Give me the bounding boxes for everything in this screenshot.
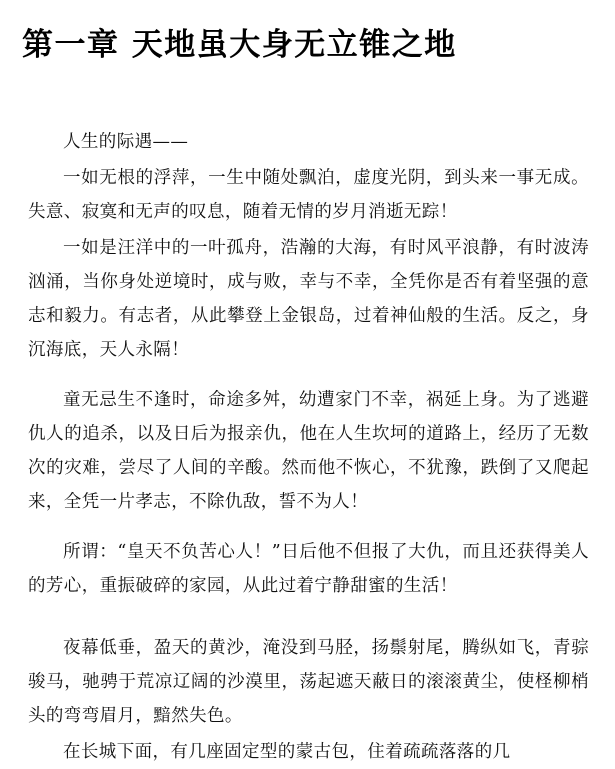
paragraph: 一如是汪洋中的一叶孤舟，浩瀚的大海，有时风平浪静，有时波涛汹涌，当你身处逆境时，成与败，幸与不幸，全凭你是否有着坚强的意志和毅力。有志者，从此攀登上金银岛，过着神仙般的生活。反之，身沉海底，天人永隔！ (28, 237, 589, 360)
paragraph: 童无忌生不逢时，命途多舛，幼遭家门不幸，祸延上身。为了逃避仇人的追杀，以及日后为报亲仇，他在人生坎坷的道路上，经历了无数次的灾难，尝尽了人间的辛酸。然而他不恢心，不犹豫，跌倒了又爬起来，全凭一片孝志，不除仇敌，誓不为人！ (28, 389, 589, 512)
paragraph: 夜幕低垂，盈天的黄沙，淹没到马胫，扬鬃射尾，腾纵如飞，青骔骏马，驰骋于荒凉辽阔的沙漠里，荡起遮天蔽日的滚滚黄尘，使柽柳梢头的弯弯眉月，黯然失色。 (28, 637, 589, 726)
paragraph: 所谓：“皇天不负苦心人！”日后他不但报了大仇，而且还获得美人的芳心，重振破碎的家园，从此过着宁静甜蜜的生活！ (28, 541, 589, 596)
paragraph: 人生的际遇—— (63, 131, 189, 152)
paragraph: 在长城下面，有几座固定型的蒙古包，住着疏疏落落的几 (63, 741, 511, 762)
chapter-title: 第一章 天地虽大身无立锥之地 (22, 27, 457, 63)
body-text-column (0, 125, 615, 769)
paragraph: 一如无根的浮萍，一生中随处飘泊，虚度光阴，到头来一事无成。失意、寂寞和无声的叹息，随着无情的岁月消逝无踪！ (28, 167, 589, 222)
